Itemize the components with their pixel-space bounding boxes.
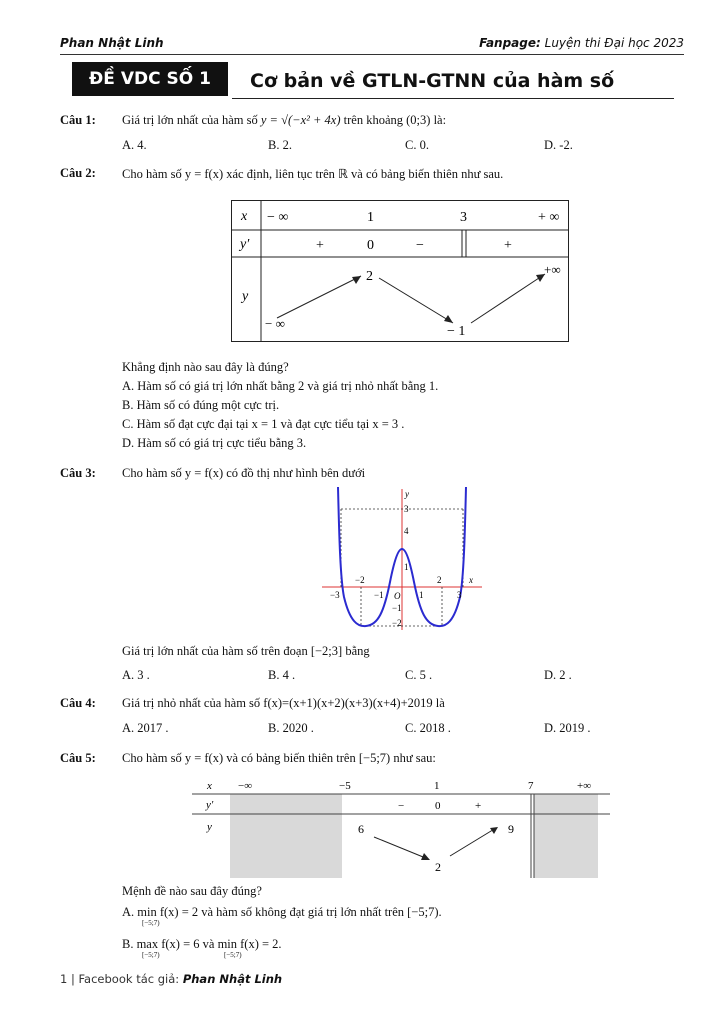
q1-formula: y = √(−x² + 4x)	[260, 113, 341, 127]
q5-x-val: −5	[339, 780, 351, 792]
exam-badge: ĐỀ VDC SỐ 1	[72, 62, 228, 96]
q2-y-val: − 1	[447, 324, 466, 339]
q5-x-val: 7	[528, 780, 534, 792]
q4-option-b[interactable]: B. 2020 .	[268, 721, 314, 735]
q2-option-b[interactable]: B. Hàm số có đúng một cực trị.	[122, 398, 280, 412]
footer-page: 1 | Facebook tác giả:	[60, 972, 180, 986]
q1-option-b[interactable]: B. 2.	[268, 138, 292, 152]
q2-arrow	[277, 276, 361, 318]
q2-option-a[interactable]: A. Hàm số có giá trị lớn nhất bằng 2 và giá trị nhỏ nhất bằng 1.	[122, 379, 439, 393]
q1-text-c: là:	[430, 113, 447, 127]
q5-row-y: y	[207, 821, 212, 833]
footer-author: Phan Nhật Linh	[182, 972, 283, 986]
q5-subscript: [−5;7)	[224, 951, 242, 959]
q5-label: Câu 5:	[60, 751, 96, 765]
q3-x-tick: −3	[330, 590, 340, 600]
q2-arrow	[471, 274, 545, 323]
q3-x-tick: 1	[419, 590, 424, 600]
q5-x-val: 1	[434, 780, 440, 792]
q5-row-yp: y'	[206, 799, 214, 811]
q3-origin: O	[394, 591, 401, 601]
q2-x-val: − ∞	[267, 210, 289, 225]
q5-x-val: −∞	[238, 780, 253, 792]
q3-y-axis-label: y	[405, 489, 409, 499]
q3-label: Câu 3:	[60, 466, 96, 480]
q3-x-tick: −1	[374, 590, 384, 600]
q1-interval: (0;3)	[406, 113, 431, 127]
q5-y-val: 2	[435, 860, 441, 874]
q1-label: Câu 1:	[60, 113, 96, 127]
page-header	[60, 36, 684, 55]
q5-arrow	[374, 837, 428, 859]
q2-arrowhead	[536, 274, 545, 282]
q5-variation-table	[192, 776, 610, 879]
q5-option-a-text: A. min f(x) = 2 và hàm số không đạt giá trị lớn nhất trên [−5;7).	[122, 905, 442, 919]
q3-function-graph	[322, 487, 484, 632]
q5-subscript: [−5;7)	[142, 951, 160, 959]
q2-option-d[interactable]: D. Hàm số có giá trị cực tiểu bằng 3.	[122, 436, 307, 450]
q3-y-tick: 4	[404, 526, 409, 536]
q2-row-yp: y′	[240, 237, 250, 252]
q4-label: Câu 4:	[60, 696, 96, 710]
q5-option-b-text: B. max f(x) = 6 và min f(x) = 2.	[122, 937, 282, 951]
q5-y-val: 6	[358, 822, 364, 836]
q1-option-d[interactable]: D. -2.	[544, 138, 573, 152]
q1-option-a[interactable]: A. 4.	[122, 138, 147, 152]
q4-option-a[interactable]: A. 2017 .	[122, 721, 169, 735]
q2-x-val: 3	[460, 210, 467, 225]
fanpage	[479, 36, 684, 50]
fanpage-label: Fanpage:	[479, 36, 541, 50]
q1-text	[122, 113, 446, 128]
q2-variation-table	[231, 200, 569, 342]
title-underline	[232, 98, 674, 99]
q2-row-x: x	[241, 209, 248, 224]
q2-option-c[interactable]: C. Hàm số đạt cực đại tại x = 1 và đạt cực tiểu tại x = 3 .	[122, 417, 405, 431]
q1-text-a: Giá trị lớn nhất của hàm số	[122, 113, 261, 127]
q3-option-b[interactable]: B. 4 .	[268, 668, 296, 682]
q2-x-val: 1	[367, 210, 374, 225]
q2-sign: +	[316, 238, 324, 253]
q5-row-x: x	[207, 780, 212, 792]
q1-option-c[interactable]: C. 0.	[405, 138, 429, 152]
q3-y-tick: −1	[392, 603, 402, 613]
q3-option-c[interactable]: C. 5 .	[405, 668, 433, 682]
q2-y-val: 2	[366, 269, 373, 284]
q5-sign: +	[475, 800, 482, 812]
q5-text: Cho hàm số y = f(x) và có bảng biến thiên trên [−5;7) như sau:	[122, 751, 436, 765]
exam-title: Cơ bản về GTLN-GTNN của hàm số	[250, 70, 615, 92]
q4-text: Giá trị nhỏ nhất của hàm số f(x)=(x+1)(x+2)(x+3)(x+4)+2019 là	[122, 696, 445, 710]
q2-prompt: Khẳng định nào sau đây là đúng?	[122, 360, 289, 374]
q2-sign: 0	[367, 238, 374, 253]
q3-x-tick: 3	[457, 590, 462, 600]
q4-option-d[interactable]: D. 2019 .	[544, 721, 591, 735]
q3-x-tick: −2	[355, 575, 365, 585]
page-footer	[60, 972, 282, 986]
q3-option-a[interactable]: A. 3 .	[122, 668, 150, 682]
q2-x-val: + ∞	[538, 210, 560, 225]
q3-x-tick: 2	[437, 575, 442, 585]
q2-arrow	[379, 278, 453, 323]
q5-arrow	[450, 828, 496, 856]
q5-prompt: Mệnh đề nào sau đây đúng?	[122, 884, 262, 898]
q3-x-axis-label: x	[469, 575, 473, 585]
fanpage-value: Luyện thi Đại học 2023	[544, 36, 684, 50]
q2-label: Câu 2:	[60, 166, 96, 180]
q3-y-tick: −2	[392, 618, 402, 628]
q3-y-tick: 1	[404, 562, 409, 572]
q5-sign: −	[398, 800, 405, 812]
q5-sign: 0	[435, 800, 441, 812]
q3-option-d[interactable]: D. 2 .	[544, 668, 572, 682]
q2-arrowhead	[444, 315, 453, 323]
q4-option-c[interactable]: C. 2018 .	[405, 721, 451, 735]
q3-text: Cho hàm số y = f(x) có đồ thị như hình bên dưới	[122, 466, 366, 480]
q5-y-val: 9	[508, 822, 514, 836]
q2-sign: −	[416, 238, 424, 253]
q1-text-b: trên khoảng	[340, 113, 407, 127]
q5-option-b[interactable]	[122, 937, 282, 952]
q2-y-val: +∞	[544, 262, 561, 277]
q5-x-val: +∞	[577, 780, 592, 792]
q2-y-val: − ∞	[265, 316, 285, 331]
author-name: Phan Nhật Linh	[60, 36, 164, 50]
q5-subscript: [−5;7)	[142, 919, 160, 927]
q2-row-y: y	[242, 289, 249, 304]
q5-option-a[interactable]	[122, 905, 442, 920]
q2-sign: +	[504, 238, 512, 253]
q3-y-tick: 3	[404, 504, 409, 514]
q3-prompt: Giá trị lớn nhất của hàm số trên đoạn [−2;3] bằng	[122, 644, 370, 658]
q2-text: Cho hàm số y = f(x) xác định, liên tục trên ℝ và có bảng biến thiên như sau.	[122, 167, 504, 181]
